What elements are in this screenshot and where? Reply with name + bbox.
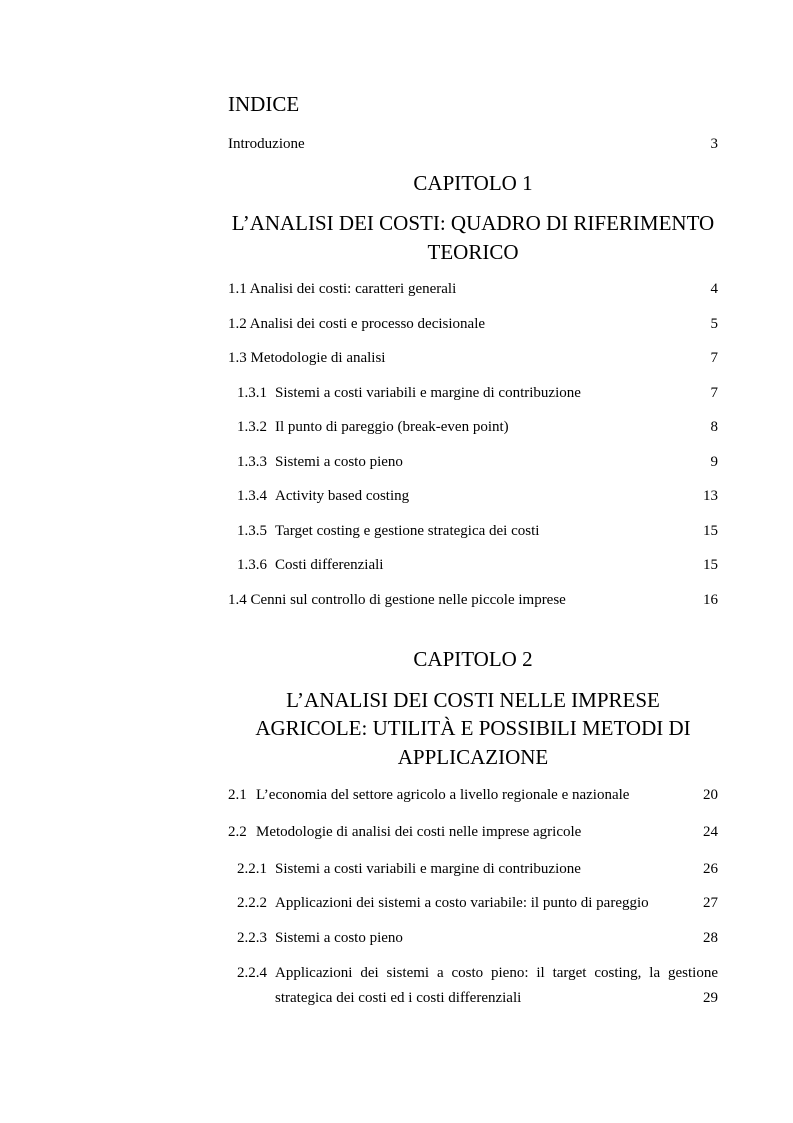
index-title: INDICE (228, 92, 300, 116)
toc-entry-page: 16 (703, 592, 718, 608)
toc-subentry-label: Sistemi a costi variabili e margine di contribuzione (275, 861, 581, 877)
chapter2-title-line3: APPLICAZIONE (397, 745, 549, 769)
toc-subentry-number: 1.3.5 (237, 523, 267, 539)
toc-entry-intro (228, 136, 718, 156)
toc-entry-label: 1.3 Metodologie di analisi (228, 350, 386, 366)
toc-subentry (228, 523, 718, 543)
toc-entry (228, 787, 718, 807)
toc-entry (228, 350, 718, 370)
toc-subentry-number: 1.3.4 (237, 488, 267, 504)
toc-subentry-page: 28 (703, 930, 718, 946)
toc-subentry-number: 2.2.1 (237, 861, 267, 877)
toc-subentry-label-line2: strategica dei costi ed i costi differenziali (275, 990, 522, 1006)
toc-subentry-label: Sistemi a costi variabili e margine di contribuzione (275, 385, 581, 401)
toc-subentry-number: 1.3.6 (237, 557, 267, 573)
toc-subentry-page: 8 (710, 419, 718, 435)
toc-subentry-number: 1.3.3 (237, 454, 267, 470)
toc-subentry-label: Activity based costing (275, 488, 410, 504)
toc-subentry-number: 2.2.2 (237, 895, 267, 911)
toc-subentry (228, 895, 718, 915)
toc-subentry-page: 15 (703, 557, 718, 573)
chapter1-heading: CAPITOLO 1 (413, 171, 533, 195)
toc-subentry-number: 2.2.4 (237, 965, 267, 981)
toc-subentry-page: 9 (710, 454, 718, 470)
toc-subentry-label: Applicazioni dei sistemi a costo variabile: il punto di pareggio (275, 895, 649, 911)
toc-subentry-label: Sistemi a costo pieno (275, 930, 403, 946)
toc-subentry-page: 26 (703, 861, 718, 877)
toc-subentry-label: Il punto di pareggio (break-even point) (275, 419, 509, 435)
toc-subentry (228, 557, 718, 577)
toc-entry-page: 3 (710, 136, 718, 152)
toc-entry-page: 20 (703, 787, 718, 803)
toc-entry-label: 1.2 Analisi dei costi e processo decisionale (228, 316, 486, 332)
toc-subentry-page: 27 (703, 895, 718, 911)
toc-entry (228, 281, 718, 301)
toc-subentry (228, 961, 718, 1011)
toc-entry-label: 1.4 Cenni sul controllo di gestione nelle piccole imprese (228, 592, 566, 608)
toc-entry-page: 5 (710, 316, 718, 332)
toc-subentry-label: Target costing e gestione strategica dei costi (275, 523, 540, 539)
toc-entry-label: Introduzione (228, 136, 305, 152)
toc-entry (228, 592, 718, 612)
chapter1-title-line2: TEORICO (427, 240, 519, 264)
toc-entry-label: L’economia del settore agricolo a livello regionale e nazionale (256, 787, 630, 803)
toc-subentry-page: 7 (710, 385, 718, 401)
chapter2-title-line2: AGRICOLE: UTILITÀ E POSSIBILI METODI DI (255, 716, 691, 740)
toc-subentry (228, 454, 718, 474)
toc-subentry-number: 2.2.3 (237, 930, 267, 946)
toc-subentry (228, 861, 718, 881)
toc-subentry-label: Costi differenziali (275, 557, 384, 573)
toc-subentry-label: Sistemi a costo pieno (275, 454, 403, 470)
toc-entry-number: 2.2 (228, 824, 247, 840)
toc-entry-number: 2.1 (228, 787, 247, 803)
toc-subentry (228, 385, 718, 405)
chapter1-title-line1: L’ANALISI DEI COSTI: QUADRO DI RIFERIMENTO (231, 211, 715, 235)
toc-entry-page: 7 (710, 350, 718, 366)
toc-entry-label: Metodologie di analisi dei costi nelle imprese agricole (256, 824, 582, 840)
toc-entry-page: 24 (703, 824, 718, 840)
toc-entry (228, 316, 718, 336)
toc-entry-label: 1.1 Analisi dei costi: caratteri generali (228, 281, 457, 297)
chapter2-title-line1: L’ANALISI DEI COSTI NELLE IMPRESE (286, 688, 660, 712)
toc-subentry-page: 13 (703, 488, 718, 504)
toc-entry (228, 824, 718, 844)
toc-subentry (228, 488, 718, 508)
toc-subentry (228, 930, 718, 950)
toc-subentry-page: 29 (703, 990, 718, 1006)
chapter2-heading: CAPITOLO 2 (413, 647, 533, 671)
toc-subentry-label-line1: Applicazioni dei sistemi a costo pieno: il target costing, la gestione (275, 965, 718, 981)
toc-subentry-number: 1.3.1 (237, 385, 267, 401)
toc-subentry-number: 1.3.2 (237, 419, 267, 435)
toc-entry-page: 4 (710, 281, 718, 297)
toc-subentry (228, 419, 718, 439)
toc-subentry-page: 15 (703, 523, 718, 539)
